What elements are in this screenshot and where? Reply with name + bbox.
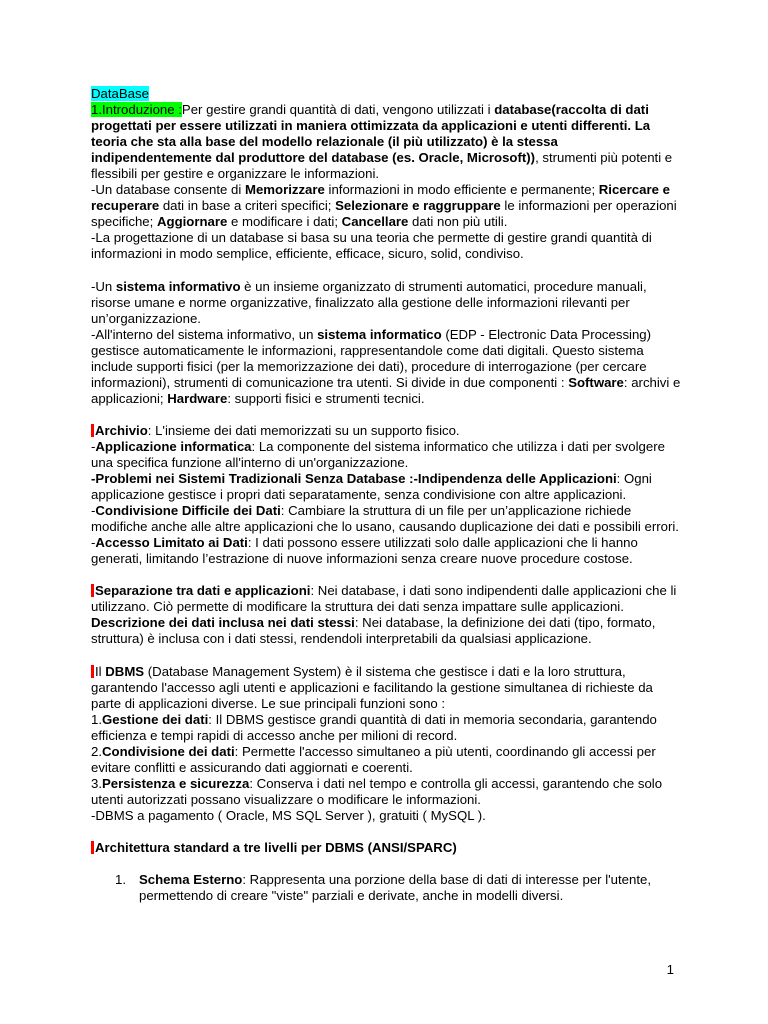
paragraph-sistema-informatico [91, 327, 681, 407]
paragraph-sistema-informativo [91, 279, 681, 327]
paragraph-text [91, 664, 653, 711]
text-run: - [91, 438, 96, 454]
text-run: -La progettazione di un database si basa su una teoria che permette di gestire grandi quantità di informazioni in modo semplice, efficiente, efficace, sicuro, solid, condiviso. [91, 230, 652, 262]
paragraph-dbms-examples [91, 808, 681, 824]
bold-text: sistema informativo [115, 278, 241, 294]
text-run: e modificare i dati; [227, 214, 342, 230]
text-run: 1. [91, 711, 102, 727]
bold-text: Hardware [167, 390, 228, 406]
section-marker [91, 424, 94, 437]
text-run: (EDP - Electronic Data Processing) gestisce automaticamente le informazioni, rappresentandole come dati digitali. Questo sistema include supporti fisici (per la memorizzazione dei dati), procedure di interrogazione (per cercare informazioni), strumenti di comunicazione tra utenti. Si divide in due componenti : [91, 326, 652, 390]
text-run: : Nei database, la definizione dei dati (tipo, formato, struttura) è inclusa con i dati stessi, rendendoli interpretabili da qualsiasi applicazione. [91, 615, 656, 647]
text-run: dati non più utili. [408, 214, 508, 230]
text-run: è un insieme organizzato di strumenti automatici, procedure manuali, risorse umane e norme organizzative, finalizzato alla gestione delle informazioni rilevanti per un’organizzazione. [91, 278, 647, 326]
bold-text: Condivisione dei dati [102, 743, 235, 759]
text-run: : L'insieme dei dati memorizzati su un supporto fisico. [147, 422, 460, 438]
intro-label: 1.Introduzione : [91, 102, 182, 118]
text-run: -Un database consente di [91, 182, 245, 198]
paragraph-text [91, 471, 652, 502]
text-run: : I dati possono essere utilizzati solo dalle applicazioni che li hanno generati, limitando l’estrazione di nuove informazioni senza creare nuove procedure costose. [91, 535, 638, 567]
text-run: -DBMS a pagamento ( Oracle, MS SQL Server ), gratuiti ( MySQL ). [91, 807, 486, 823]
spacer [91, 856, 681, 872]
paragraph-text [91, 776, 662, 807]
paragraph-text [91, 535, 638, 566]
paragraph-text [91, 744, 656, 775]
paragraph-text [91, 279, 647, 326]
text-run: : supporti fisici e strumenti tecnici. [227, 390, 425, 406]
spacer [91, 407, 681, 423]
text-run: : Nei database, i dati sono indipendenti dalle applicazioni che li utilizzano. Ciò permette di modificare la struttura dei dati senza impattare sulle applicazioni. [91, 583, 677, 615]
text-run: - [91, 503, 96, 519]
bold-text: Memorizzare [244, 182, 325, 198]
bold-text: -Problemi nei Sistemi Tradizionali Senza Database :-Indipendenza delle Applicazioni [91, 471, 617, 487]
paragraph-text [91, 583, 676, 614]
document-body [91, 86, 681, 904]
bold-text: Schema Esterno [139, 872, 243, 888]
spacer [91, 648, 681, 664]
document-title: DataBase [91, 86, 149, 101]
paragraph-applicazione [91, 439, 681, 471]
text-run: 2. [91, 743, 102, 759]
bold-text: Descrizione dei dati inclusa nei dati stessi [91, 615, 355, 631]
list-number: 1. [115, 872, 126, 888]
text-run: : Conserva i dati nel tempo e controlla gli accessi, garantendo che solo utenti autorizzati possano visualizzare o modificare le informazioni. [91, 775, 663, 807]
paragraph-condivisione-dati [91, 744, 681, 776]
text-run: : Ogni applicazione gestisce i propri dati separatamente, senza condivisione con altre applicazioni. [91, 471, 652, 503]
text-run: Il [95, 663, 106, 679]
text-run: 3. [91, 775, 102, 791]
section-marker [91, 584, 94, 597]
bold-text: Accesso Limitato ai Dati [95, 535, 248, 551]
text-run: - [91, 535, 96, 551]
paragraph-text [91, 327, 680, 406]
paragraph-archivio [91, 423, 681, 439]
text-run: : Rappresenta una porzione della base di dati di interesse per l'utente, permettendo di creare "viste" parziali e derivate, anche in modelli diversi. [139, 872, 652, 904]
paragraph-gestione [91, 712, 681, 744]
paragraph-dbms [91, 664, 681, 712]
paragraph-problemi [91, 471, 681, 503]
section-marker [91, 665, 94, 678]
bold-text: DBMS [105, 663, 145, 679]
paragraph-accesso [91, 535, 681, 567]
bold-text: Aggiornare [156, 214, 228, 230]
bold-text: Cancellare [341, 214, 409, 230]
list-item [91, 872, 681, 904]
paragraph-separazione [91, 583, 681, 615]
bold-text: Persistenza e sicurezza [102, 775, 250, 791]
text-run: : archivi e applicazioni; [91, 374, 681, 406]
section-heading-architettura [91, 840, 681, 856]
bold-text: Selezionare e raggruppare [335, 198, 501, 214]
intro-paragraph [91, 102, 681, 182]
text-run: dati in base a criteri specifici; [159, 198, 336, 214]
paragraph-database-design [91, 230, 681, 262]
paragraph-condivisione [91, 503, 681, 535]
text-run: informazioni in modo efficiente e permanente; [324, 182, 599, 198]
text-run: : Permette l'accesso simultaneo a più utenti, coordinando gli accessi per evitare conflitti e assicurando dati aggiornati e coerenti. [91, 743, 656, 775]
paragraph-text [91, 230, 652, 261]
paragraph-text [91, 503, 679, 534]
bold-text: sistema informatico [317, 326, 442, 342]
text-run: Per gestire grandi quantità di dati, vengono utilizzati i [181, 102, 495, 118]
spacer [91, 824, 681, 840]
paragraph-database-features [91, 182, 681, 230]
section-marker [91, 841, 94, 854]
text-run: : La componente del sistema informatico che utilizza i dati per svolgere una specifica funzione all'interno di un'organizzazione. [91, 438, 665, 470]
paragraph-text [91, 712, 657, 743]
paragraph-text [91, 182, 677, 229]
paragraph-text [91, 615, 655, 646]
spacer [91, 567, 681, 583]
bold-text: database(raccolta di dati progettati per essere utilizzati in maniera ottimizzata da applicazioni e utenti differenti. La teoria che sta alla base del modello relazionale (il più utilizzato) è la stessa indipendentemente dal produttore del database (es. Oracle, Microsoft)) [91, 102, 651, 166]
bold-text: Software [568, 374, 624, 390]
paragraph-persistenza [91, 776, 681, 808]
text-run: (Database Management System) è il sistema che gestisce i dati e la loro struttura, garantendo l'accesso agli utenti e applicazioni e facilitando la gestione simultanea di richieste da parte di applicazioni diverse. Le sue principali funzioni sono : [91, 663, 653, 711]
bold-text: Condivisione Difficile dei Dati [95, 503, 281, 519]
paragraph-text [95, 840, 457, 855]
bold-text: Gestione dei dati [102, 711, 209, 727]
paragraph-text [91, 808, 486, 823]
text-run: : Il DBMS gestisce grandi quantità di dati in memoria secondaria, garantendo efficienza e tempi rapidi di accesso anche per milioni di record. [91, 711, 657, 743]
bold-text: Separazione tra dati e applicazioni [95, 583, 311, 599]
paragraph-text [139, 872, 651, 903]
paragraph-text [91, 439, 665, 470]
page-number: 1 [666, 962, 674, 977]
spacer [91, 263, 681, 279]
paragraph-descrizione [91, 615, 681, 647]
bold-text: Ricercare e recuperare [91, 182, 670, 214]
text-run: , strumenti più potenti e flessibili per gestire e organizzare le informazioni. [91, 150, 673, 182]
bold-text: Architettura standard a tre livelli per DBMS (ANSI/SPARC) [95, 839, 457, 855]
text-run: -Un [91, 278, 116, 294]
text-run: le informazioni per operazioni specifiche; [91, 198, 677, 230]
text-run: -All'interno del sistema informativo, un [91, 326, 318, 342]
bold-text: Applicazione informatica [95, 438, 252, 454]
bold-text: Archivio [95, 422, 148, 438]
text-run: : Cambiare la struttura di un file per un’applicazione richiede modifiche anche alle altre applicazioni che lo usano, causando duplicazione dei dati e possibili errori. [91, 503, 679, 535]
paragraph-text [95, 423, 460, 438]
